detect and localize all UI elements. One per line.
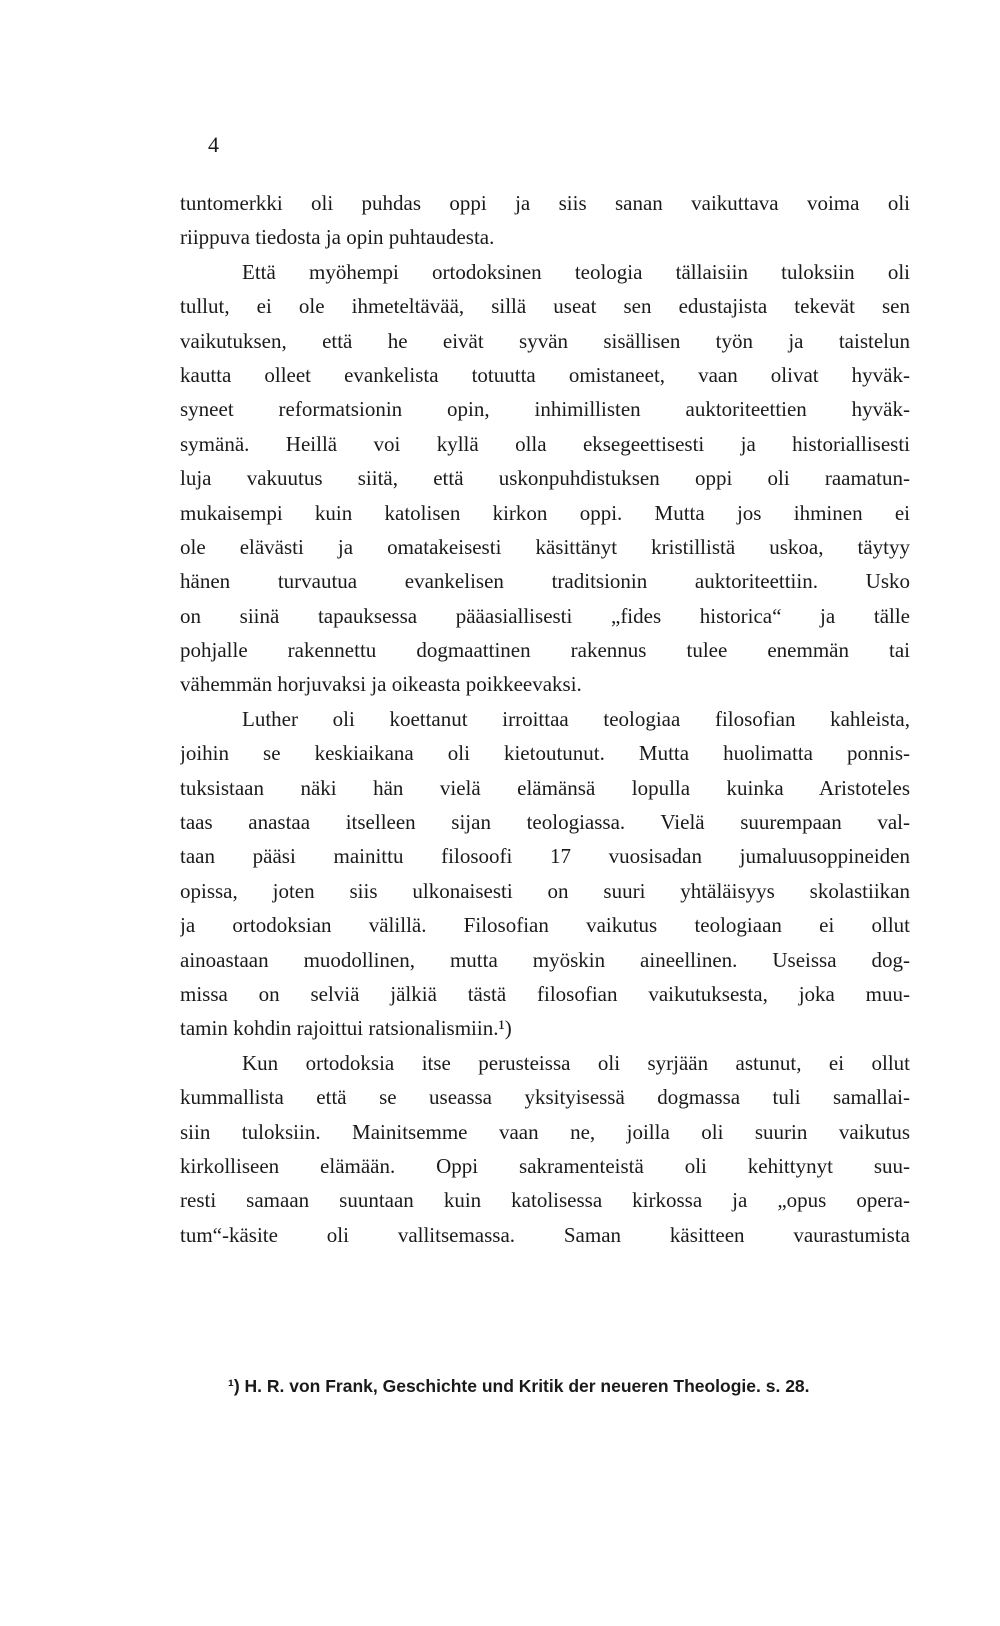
text-line: missa on selviä jälkiä tästä filosofian vaikutuksesta, joka muu- [180,981,910,1006]
body-text [180,186,910,1252]
text-line: kummallista että se useassa yksityisessä dogmassa tuli samallai- [180,1085,910,1110]
text-line: siin tuloksiin. Mainitsemme vaan ne, joilla oli suurin vaikutus [180,1119,910,1144]
text-line: kautta olleet evankelista totuutta omistaneet, vaan olivat hyväk- [180,362,910,387]
text-line: ole elävästi ja omatakeisesti käsittänyt kristillistä uskoa, täytyy [180,534,910,559]
text-line: joihin se keskiaikana oli kietoutunut. Mutta huolimatta ponnis- [180,741,910,766]
text-line: tuksistaan näki hän vielä elämänsä lopulla kuinka Aristoteles [180,775,910,800]
text-line: ainoastaan muodollinen, mutta myöskin aineellinen. Useissa dog- [180,947,910,972]
text-line: luja vakuutus siitä, että uskonpuhdistuksen oppi oli raamatun- [180,466,910,491]
text-line: Luther oli koettanut irroittaa teologiaa filosofian kahleista, [242,706,910,731]
text-line: riippuva tiedosta ja opin puhtaudesta. [180,225,495,250]
text-line: kirkolliseen elämään. Oppi sakramenteistä oli kehittynyt suu- [180,1153,910,1178]
text-line: on siinä tapauksessa pääasiallisesti „fides historica“ ja tälle [180,603,910,628]
page-number: 4 [208,132,219,157]
text-line: opissa, joten siis ulkonaisesti on suuri yhtäläisyys skolastiikan [180,878,910,903]
text-line: tum“-käsite oli vallitsemassa. Saman käsitteen vaurastumista [180,1222,910,1247]
footnote-text: H. R. von Frank, Geschichte und Kritik der neueren Theologie. s. 28. [244,1376,810,1396]
text-line: tamin kohdin rajoittui ratsionalismiin.¹) [180,1016,512,1041]
text-line: taan pääsi mainittu filosoofi 17 vuosisadan jumaluusoppineiden [180,844,910,869]
text-line: tuntomerkki oli puhdas oppi ja siis sanan vaikuttava voima oli [180,191,910,215]
text-line: hänen turvautua evankelisen traditsionin auktoriteettiin. Usko [180,569,910,594]
text-line: Kun ortodoksia itse perusteissa oli syrjään astunut, ei ollut [242,1050,910,1075]
text-line: taas anastaa itselleen sijan teologiassa. Vielä suurempaan val- [180,810,910,835]
text-line: resti samaan suuntaan kuin katolisessa kirkossa ja „opus opera- [180,1188,910,1213]
text-line: ja ortodoksian välillä. Filosofian vaikutus teologiaan ei ollut [180,913,910,938]
text-line: tullut, ei ole ihmeteltävää, sillä useat sen edustajista tekevät sen [180,294,910,319]
footnote [228,1376,810,1397]
text-line: Että myöhempi ortodoksinen teologia tällaisiin tuloksiin oli [242,259,910,284]
text-line: syneet reformatsionin opin, inhimillisten auktoriteettien hyväk- [180,397,910,422]
text-line: vaikutuksen, että he eivät syvän sisällisen työn ja taistelun [180,328,910,353]
text-line: vähemmän horjuvaksi ja oikeasta poikkeevaksi. [180,672,582,697]
text-line: symänä. Heillä voi kyllä olla eksegeettisesti ja historiallisesti [180,431,910,456]
text-line: pohjalle rakennettu dogmaattinen rakennus tulee enemmän tai [180,638,910,663]
footnote-marker: ¹) [228,1376,240,1396]
text-line: mukaisempi kuin katolisen kirkon oppi. Mutta jos ihminen ei [180,500,910,525]
